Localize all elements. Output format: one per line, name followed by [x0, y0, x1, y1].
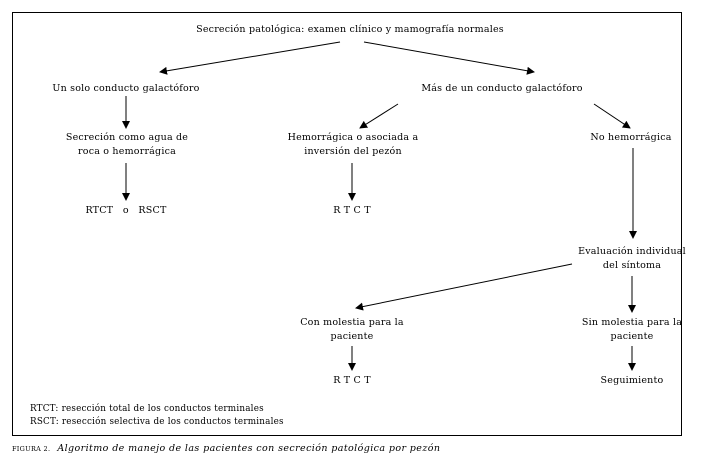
arrow-root-to-multi-duct [364, 42, 534, 72]
node-with-discomfort: Con molestia para la paciente [300, 317, 404, 342]
node-follow-up: Seguimiento [600, 375, 664, 386]
node-rtct-or-rsct: RTCT o RSCT [85, 205, 167, 216]
arrow-multi-duct-to-non-hemorrhagic [594, 104, 630, 128]
arrow-evaluation-to-with-discomfort [356, 264, 572, 308]
node-rtct-1: R T C T [333, 205, 371, 216]
arrow-root-to-single-duct [160, 42, 340, 72]
node-root: Secreción patológica: examen clínico y mamografía normales [196, 24, 504, 35]
legend-rtct: RTCT: resección total de los conductos terminales [30, 404, 264, 414]
arrow-multi-duct-to-hemorrhagic [360, 104, 398, 128]
figure-caption [12, 443, 440, 454]
node-without-discomfort: Sin molestia para la paciente [581, 317, 683, 342]
node-single-duct: Un solo conducto galactóforo [52, 83, 200, 94]
figure-title: Algoritmo de manejo de las pacientes con secreción patológica por pezón [57, 443, 441, 454]
node-hemorrhagic: Hemorrágica o asociada a inversión del pezón [287, 132, 419, 157]
node-rock-water: Secreción como agua de roca o hemorrágica [65, 132, 189, 157]
node-evaluation: Evaluación individual del síntoma [578, 246, 686, 271]
figure-label: FIGURA 2. [12, 445, 51, 453]
node-rtct-2: R T C T [333, 375, 371, 386]
node-non-hemorrhagic: No hemorrágica [590, 132, 672, 143]
node-multi-duct: Más de un conducto galactóforo [421, 83, 583, 94]
legend-rsct: RSCT: resección selectiva de los conductos terminales [30, 417, 284, 427]
